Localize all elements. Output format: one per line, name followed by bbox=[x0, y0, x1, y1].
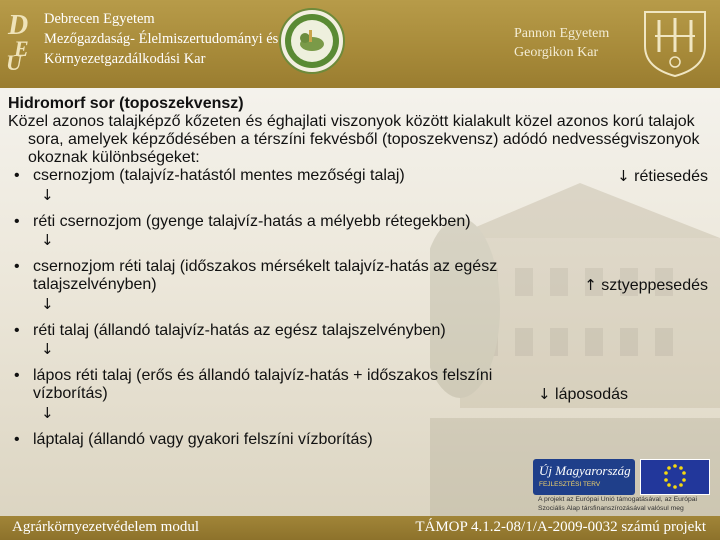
soil-type-text: csernozjom (talajvíz-hatástól mentes mezőségi talaj) bbox=[33, 167, 405, 184]
hydromorphic-series-list bbox=[8, 167, 708, 449]
bullet: • bbox=[14, 213, 20, 230]
intro-paragraph: Közel azonos talajképző kőzeten és éghajlati viszonyok között kialakult közel azonos korú talajok sora, amelyek képződésében a térszíni fekvésből (toposzekvensz) adódó nedvességviszonyok okoznak különbségeket: bbox=[8, 113, 700, 166]
process-label: rétiesedés bbox=[634, 168, 708, 185]
faculty-name-line1: Mezőgazdaság- Élelmiszertudományi és bbox=[44, 31, 279, 47]
slide-header bbox=[0, 0, 720, 88]
arrow-down-icon: ↓ bbox=[41, 404, 54, 422]
faculty-seal-logo bbox=[279, 8, 345, 74]
list-item bbox=[8, 213, 708, 250]
bullet: • bbox=[14, 258, 20, 275]
arrow-down-icon: ↓ bbox=[41, 295, 54, 313]
list-item bbox=[8, 167, 708, 205]
bullet: • bbox=[14, 431, 20, 448]
list-item bbox=[8, 367, 708, 423]
university-name: Debrecen Egyetem bbox=[44, 11, 155, 27]
list-item bbox=[8, 258, 708, 314]
arrow-down-icon: ↓ bbox=[617, 167, 630, 185]
pannon-university-name: Pannon Egyetem bbox=[514, 26, 610, 41]
bullet: • bbox=[14, 367, 20, 384]
bullet: • bbox=[14, 167, 20, 184]
soil-type-text-cont: talajszelvényben) bbox=[33, 276, 157, 293]
arrow-down-icon: ↓ bbox=[538, 385, 551, 403]
eu-flag-logo bbox=[640, 459, 710, 495]
slide-title: Hidromorf sor (toposzekvensz) bbox=[8, 95, 244, 112]
soil-type-text: csernozjom réti talaj (időszakos mérsékelt talajvíz-hatás az egész bbox=[33, 258, 498, 275]
module-name: Agrárkörnyezetvédelem modul bbox=[12, 519, 200, 535]
slide-body bbox=[0, 88, 720, 516]
header-left-text bbox=[44, 9, 278, 69]
soil-type-text: lápos réti talaj (erős és állandó talajvíz-hatás + időszakos felszíni bbox=[33, 367, 493, 384]
list-item bbox=[8, 431, 708, 449]
arrow-down-icon: ↓ bbox=[41, 186, 54, 204]
uj-magyarorszag-logo-text: Új Magyarország bbox=[539, 463, 631, 478]
funding-note: A projekt az Európai Unió támogatásával, az Európai Szociális Alap társfinanszírozásával valósul meg bbox=[538, 496, 698, 512]
soil-type-text: réti csernozjom (gyenge talajvíz-hatás a mélyebb rétegekben) bbox=[33, 213, 471, 230]
bullet: • bbox=[14, 322, 20, 339]
process-label: láposodás bbox=[555, 386, 628, 403]
project-id: TÁMOP 4.1.2-08/1/A-2009-0032 számú projekt bbox=[415, 519, 706, 535]
faculty-name-line2: Környezetgazdálkodási Kar bbox=[44, 51, 206, 67]
uj-magyarorszag-logo bbox=[533, 459, 635, 495]
georgikon-faculty-name: Georgikon Kar bbox=[514, 45, 599, 60]
pannon-university-seal bbox=[637, 6, 713, 78]
slide-footer bbox=[0, 516, 720, 540]
arrow-up-icon: ↑ bbox=[584, 276, 597, 294]
soil-type-text: réti talaj (állandó talajvíz-hatás az egész talajszelvényben) bbox=[33, 322, 446, 339]
list-item bbox=[8, 322, 708, 359]
process-label: sztyeppesedés bbox=[601, 277, 708, 294]
soil-type-text-cont: vízborítás) bbox=[33, 385, 108, 402]
arrow-down-icon: ↓ bbox=[41, 231, 54, 249]
arrow-down-icon: ↓ bbox=[41, 340, 54, 358]
slide-text bbox=[8, 95, 708, 449]
uj-magyarorszag-logo-subtitle: FEJLESZTÉSI TERV bbox=[539, 481, 601, 488]
header-right-text bbox=[514, 24, 609, 62]
soil-type-text: láptalaj (állandó vagy gyakori felszíni vízborítás) bbox=[33, 431, 373, 448]
debrecen-university-logo: D E U bbox=[6, 10, 29, 75]
